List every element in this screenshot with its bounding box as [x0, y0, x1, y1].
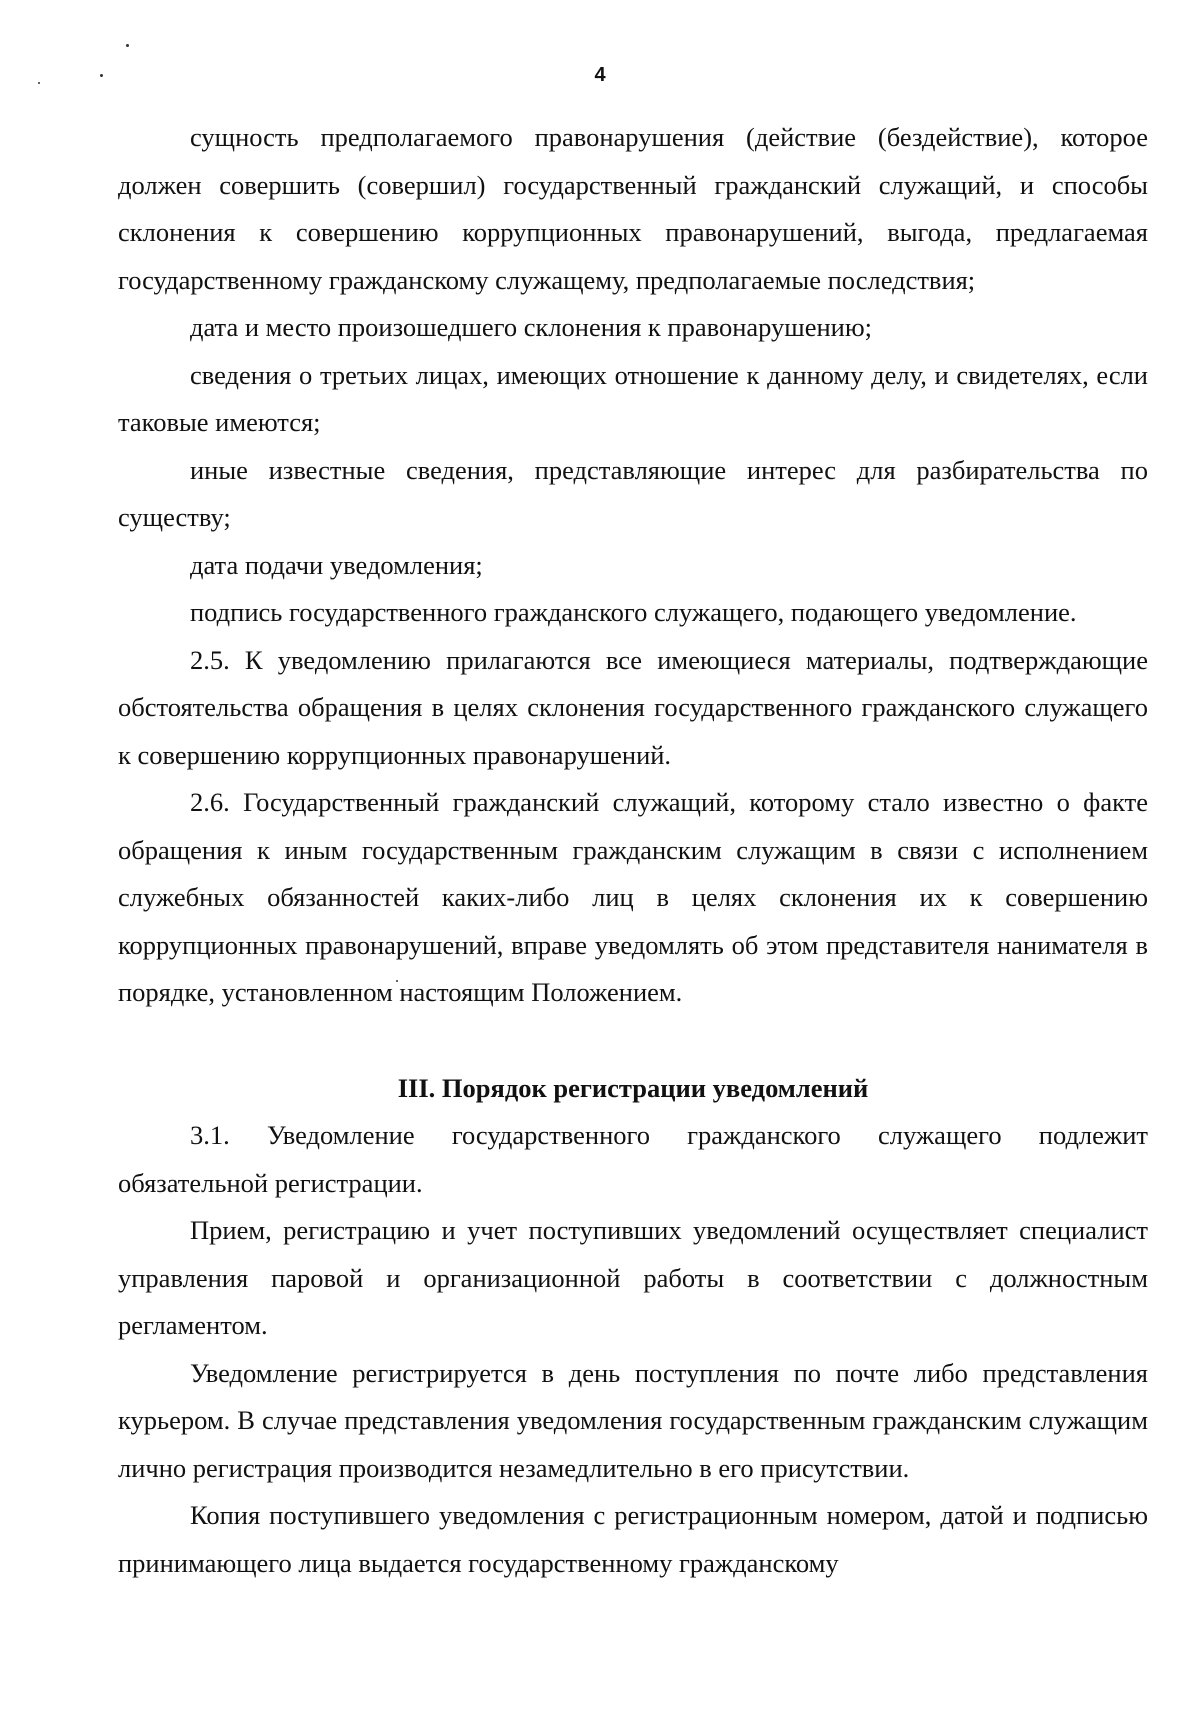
- paragraph-2-5: 2.5. К уведомлению прилагаются все имеющиеся материалы, подтверждающие обстоятельства обращения в целях склонения государственного гражданского служащего к совершению коррупционных правонарушений.: [118, 644, 1148, 770]
- page-number: 4: [594, 64, 606, 86]
- paragraph-third-parties: сведения о третьих лицах, имеющих отношение к данному делу, и свидетелях, если таковые имеются;: [118, 359, 1148, 437]
- paragraph-signature: подпись государственного гражданского служащего, подающего уведомление.: [190, 597, 1077, 627]
- paragraph-registration-day: Уведомление регистрируется в день поступления по почте либо представления курьером. В случае представления уведомления государственным гражданским служащим лично регистрация производится незамедлительно в его присутствии.: [118, 1357, 1148, 1483]
- document-body: [118, 114, 1148, 1587]
- paragraph-3-1: 3.1. Уведомление государственного гражданского служащего подлежит обязательной регистрации.: [118, 1120, 1148, 1198]
- paragraph-reception: Прием, регистрацию и учет поступивших уведомлений осуществляет специалист управления паровой и организационной работы в соответствии с должностным регламентом.: [118, 1215, 1148, 1340]
- section-heading: III. Порядок регистрации уведомлений: [397, 1072, 869, 1103]
- paragraph-copy-issued: Копия поступившего уведомления с регистрационным номером, датой и подписью принимающего лица выдается государственному гражданскому: [118, 1500, 1148, 1578]
- paragraph-other-info: иные известные сведения, представляющие интерес для разбирательства по существу;: [118, 454, 1148, 532]
- paragraph-date-place: дата и место произошедшего склонения к правонарушению;: [190, 312, 872, 342]
- paragraph-2-6: 2.6. Государственный гражданский служащий, которому стало известно о факте обращения к иным государственным гражданским служащим в связи с исполнением служебных обязанностей каких-либо лиц в целях склонения их к совершению коррупционных правонарушений, вправе уведомлять об этом представителя нанимателя в порядке, установленном настоящим Положением.: [118, 787, 1148, 1007]
- paragraph-submission-date: дата подачи уведомления;: [190, 549, 483, 580]
- paragraph-offense-essence: сущность предполагаемого правонарушения (действие (бездействие), которое должен совершить (совершил) государственный гражданский служащий, и способы склонения к совершению коррупционных правонарушений, выгода, предлагаемая государственному гражданскому служащему, предполагаемые последствия;: [118, 122, 1148, 295]
